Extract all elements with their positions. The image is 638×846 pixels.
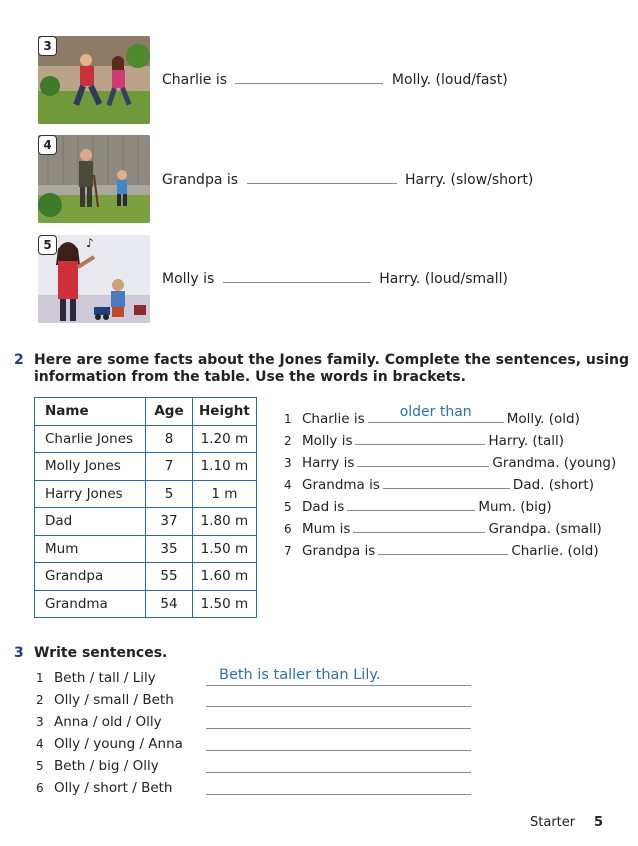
handwritten-answer: older than: [399, 404, 472, 420]
table-header-row: [35, 398, 257, 426]
prompt-number: 3: [36, 715, 44, 729]
picture-number: 5: [38, 235, 57, 255]
picture-number: 3: [38, 36, 57, 56]
sentence-number: 2: [284, 434, 292, 448]
cell-name: Grandpa: [35, 563, 146, 591]
sentence-number: 3: [284, 456, 292, 470]
prompt-number: 2: [36, 693, 44, 707]
sentence-start: Molly is: [302, 433, 353, 449]
answer-line-3[interactable]: [206, 727, 471, 729]
prompt-text: Anna / old / Olly: [54, 714, 162, 730]
ex1-subject: Grandpa is: [162, 172, 239, 188]
sentence-end: Molly. (old): [506, 411, 580, 427]
cell-name: Molly Jones: [35, 453, 146, 481]
prompt-6: [36, 780, 173, 796]
ex1-subject: Molly is: [162, 271, 215, 287]
cell-height: 1.50 m: [193, 535, 257, 563]
answer-line-4[interactable]: [206, 749, 471, 751]
sentence-answer-blank[interactable]: [383, 476, 510, 489]
column-header-age: Age: [146, 398, 193, 426]
prompt-1: [36, 670, 156, 686]
prompt-text: Beth / big / Olly: [54, 758, 159, 774]
illustration-running: [38, 36, 150, 124]
sentence-2: [284, 432, 564, 449]
ex1-answer-blank[interactable]: [223, 270, 371, 283]
sentence-start: Mum is: [302, 521, 351, 537]
sentence-start: Dad is: [302, 499, 345, 515]
cell-name: Harry Jones: [35, 480, 146, 508]
prompt-4: [36, 736, 183, 752]
prompt-number: 5: [36, 759, 44, 773]
table-row: [35, 453, 257, 481]
cell-height: 1.80 m: [193, 508, 257, 536]
cell-age: 8: [146, 425, 193, 453]
picture-number: 4: [38, 135, 57, 155]
ex1-answer-blank[interactable]: [235, 71, 383, 84]
ex1-object: Harry. (loud/small): [379, 271, 508, 287]
prompt-number: 6: [36, 781, 44, 795]
table-row: [35, 590, 257, 618]
sentence-answer-blank[interactable]: [355, 432, 485, 445]
table-row: [35, 563, 257, 591]
cell-height: 1.50 m: [193, 590, 257, 618]
sentence-end: Harry. (tall): [488, 433, 565, 449]
sentence-answer-blank[interactable]: [347, 498, 475, 511]
sentence-4: [284, 476, 594, 493]
sentence-number: 5: [284, 500, 292, 514]
sentence-end: Charlie. (old): [511, 543, 599, 559]
sentence-end: Grandpa. (small): [488, 521, 602, 537]
exercise-2-number: 2: [14, 352, 24, 368]
sentence-start: Grandma is: [302, 477, 380, 493]
sentence-end: Grandma. (young): [492, 455, 617, 471]
cell-height: 1.60 m: [193, 563, 257, 591]
sentence-number: 4: [284, 478, 292, 492]
table-row: [35, 535, 257, 563]
table-row: [35, 508, 257, 536]
prompt-number: 4: [36, 737, 44, 751]
cell-age: 54: [146, 590, 193, 618]
prompt-text: Beth / tall / Lily: [54, 670, 156, 686]
footer-unit-label: Starter: [530, 815, 576, 830]
cell-height: 1.20 m: [193, 425, 257, 453]
sentence-6: [284, 520, 602, 537]
answer-line-1[interactable]: [206, 684, 471, 686]
cell-name: Charlie Jones: [35, 425, 146, 453]
ex1-subject: Charlie is: [162, 72, 228, 88]
prompt-number: 1: [36, 671, 44, 685]
sentence-answer-blank[interactable]: [378, 542, 508, 555]
cell-name: Grandma: [35, 590, 146, 618]
sentence-number: 1: [284, 412, 292, 426]
sentence-5: [284, 498, 552, 515]
sentence-answer-blank[interactable]: [353, 520, 485, 533]
ex1-item-3: [162, 71, 508, 88]
prompt-text: Olly / short / Beth: [54, 780, 173, 796]
prompt-text: Olly / young / Anna: [54, 736, 183, 752]
jones-family-table: [34, 397, 257, 618]
instruction-line: Here are some facts about the Jones family. Complete the sentences, using: [34, 352, 629, 368]
sentence-answer-blank[interactable]: [357, 454, 489, 467]
prompt-2: [36, 692, 174, 708]
sentence-end: Dad. (short): [512, 477, 594, 493]
sentence-number: 7: [284, 544, 292, 558]
prompt-text: Olly / small / Beth: [54, 692, 174, 708]
exercise-3-number: 3: [14, 645, 24, 661]
ex1-item-5: [162, 270, 508, 287]
sentence-answer-blank[interactable]: [368, 404, 504, 423]
instruction-line: information from the table. Use the words in brackets.: [34, 369, 466, 385]
svg-text:♪: ♪: [86, 236, 94, 250]
cell-age: 7: [146, 453, 193, 481]
page-number: 5: [594, 815, 604, 830]
illustration-singing: [38, 235, 150, 323]
ex1-object: Molly. (loud/fast): [391, 72, 508, 88]
sentence-end: Mum. (big): [478, 499, 552, 515]
sentence-start: Harry is: [302, 455, 355, 471]
cell-age: 5: [146, 480, 193, 508]
ex1-item-4: [162, 171, 533, 188]
cell-name: Mum: [35, 535, 146, 563]
table-row: [35, 480, 257, 508]
sentence-3: [284, 454, 616, 471]
prompt-5: [36, 758, 159, 774]
handwritten-answer: Beth is taller than Lily.: [219, 667, 381, 683]
cell-height: 1.10 m: [193, 453, 257, 481]
cell-name: Dad: [35, 508, 146, 536]
exercise-3-instruction: Write sentences.: [34, 645, 168, 661]
exercise-2-instruction: [34, 352, 629, 386]
answer-line-5[interactable]: [206, 771, 471, 773]
sentence-7: [284, 542, 599, 559]
prompt-3: [36, 714, 162, 730]
illustration-grandpa-walking: [38, 135, 150, 223]
answer-line-6[interactable]: [206, 793, 471, 795]
cell-age: 37: [146, 508, 193, 536]
column-header-height: Height: [193, 398, 257, 426]
table-row: [35, 425, 257, 453]
column-header-name: Name: [35, 398, 146, 426]
sentence-1: [284, 404, 580, 427]
ex1-object: Harry. (slow/short): [404, 172, 534, 188]
sentence-start: Grandpa is: [302, 543, 376, 559]
sentence-number: 6: [284, 522, 292, 536]
cell-age: 35: [146, 535, 193, 563]
cell-age: 55: [146, 563, 193, 591]
answer-line-2[interactable]: [206, 705, 471, 707]
sentence-start: Charlie is: [302, 411, 365, 427]
cell-height: 1 m: [193, 480, 257, 508]
ex1-answer-blank[interactable]: [247, 171, 397, 184]
